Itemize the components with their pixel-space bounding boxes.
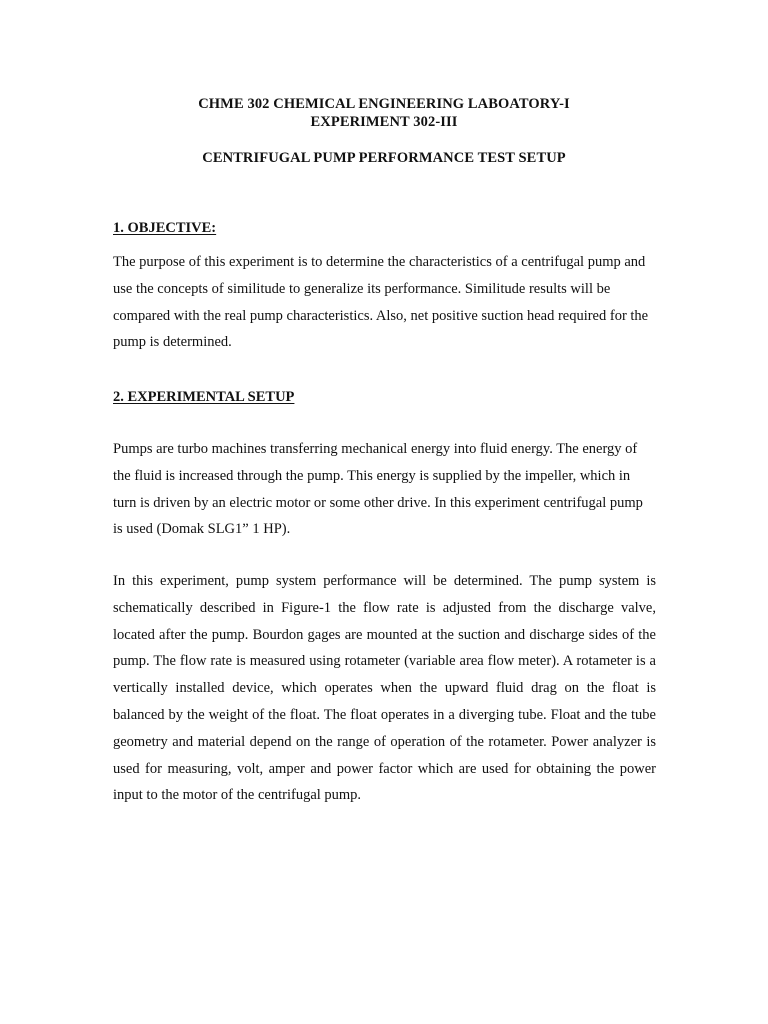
course-title: CHME 302 CHEMICAL ENGINEERING LABOATORY-I [198, 96, 570, 112]
experiment-number: EXPERIMENT 302-III [310, 114, 458, 130]
section-heading-experimental-setup: 2. EXPERIMENTAL SETUP [113, 389, 295, 405]
setup-paragraph-1: Pumps are turbo machines transferring mechanical energy into fluid energy. The energy of the fluid is increased through the pump. This energy is supplied by the impeller, which in turn is driven by an electric motor or some other drive. In this experiment centrifugal pump is used (Domak SLG1” 1 HP). [113, 441, 643, 538]
setup-paragraph-2: In this experiment, pump system performance will be determined. The pump system is schematically described in Figure-1 the flow rate is adjusted from the discharge valve, located after the pump. Bourdon gages are mounted at the suction and discharge sides of the pump. The flow rate is measured using rotameter (variable area flow meter). A rotameter is a vertically installed device, which operates when the upward fluid drag on the float is balanced by the weight of the float. The float operates in a diverging tube. Float and the tube geometry and material depend on the range of operation of the rotameter. Power analyzer is used for measuring, volt, amper and power factor which are used for obtaining the power input to the motor of the centrifugal pump. [113, 573, 656, 804]
document-title: CENTRIFUGAL PUMP PERFORMANCE TEST SETUP [202, 150, 566, 166]
section-heading-objective: 1. OBJECTIVE: [113, 220, 217, 236]
objective-paragraph: The purpose of this experiment is to determine the characteristics of a centrifugal pump and use the concepts of similitude to generalize its performance. Similitude results will be compared with the real pump characteristics. Also, net positive suction head required for the pump is determined. [113, 254, 649, 351]
